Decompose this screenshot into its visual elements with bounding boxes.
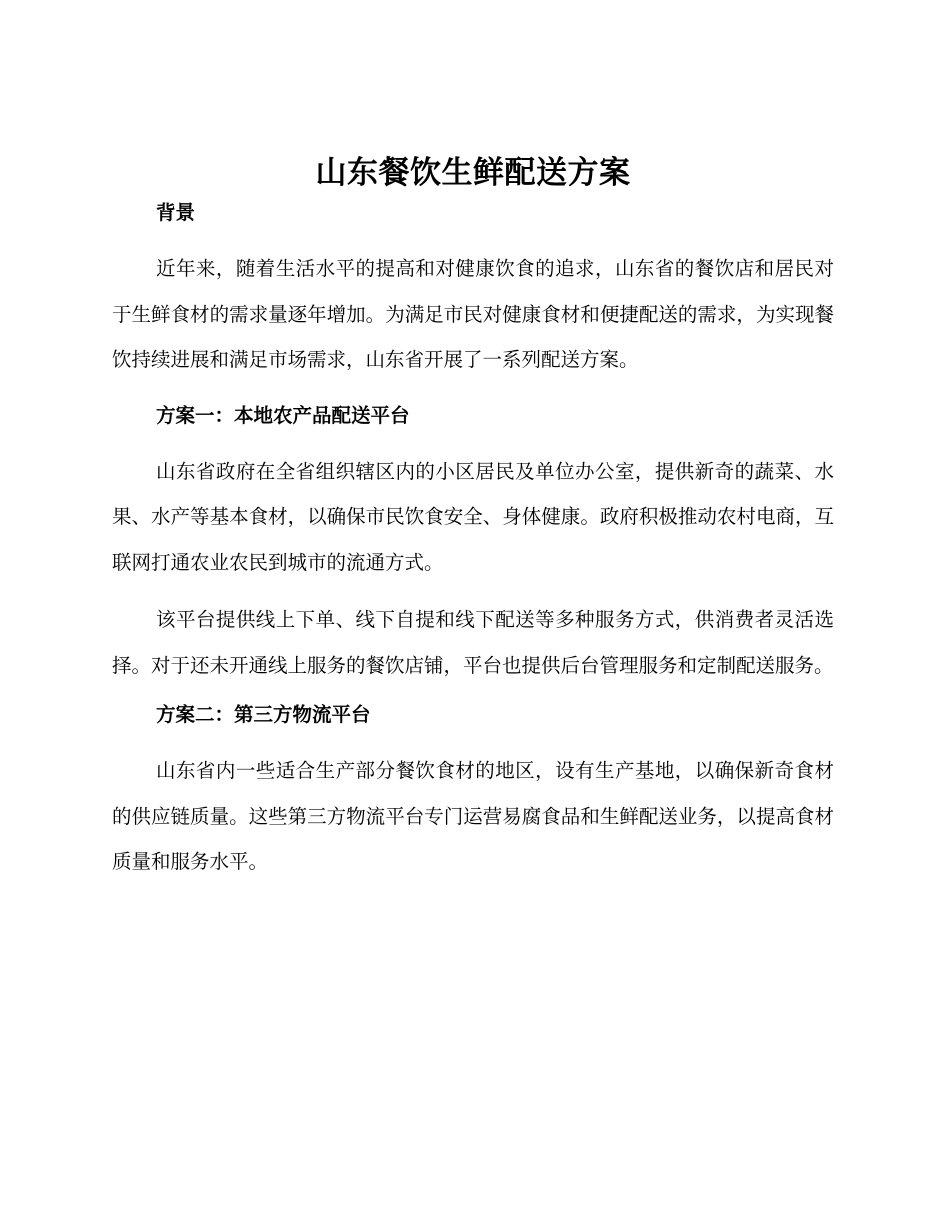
paragraph-background: 近年来，随着生活水平的提高和对健康饮食的追求，山东省的餐饮店和居民对于生鲜食材的需求量逐年增加。为满足市民对健康食材和便捷配送的需求，为实现餐饮持续进展和满足市场需求，山东省开展了一系列配送方案。 (112, 257, 834, 371)
paragraph-plan-two: 山东省内一些适合生产部分餐饮食材的地区，设有生产基地，以确保新奇食材的供应链质量。这些第三方物流平台专门运营易腐食品和生鲜配送业务，以提高食材质量和服务水平。 (112, 759, 834, 873)
paragraph-plan-one-1: 山东省政府在全省组织辖区内的小区居民及单位办公室，提供新奇的蔬菜、水果、水产等基本食材，以确保市民饮食安全、身体健康。政府积极推动农村电商，互联网打通农业农民到城市的流通方式。 (112, 459, 834, 574)
section-plan-one (112, 403, 834, 689)
section-heading-background: 背景 (156, 201, 196, 224)
section-heading-plan-two: 方案二：第三方物流平台 (156, 703, 371, 726)
paragraph-plan-one-2: 该平台提供线上下单、线下自提和线下配送等多种服务方式，供消费者灵活选择。对于还未开通线上服务的餐饮店铺，平台也提供后台管理服务和定制配送服务。 (112, 608, 834, 677)
document-page (112, 150, 834, 885)
section-background (112, 200, 834, 383)
document-title: 山东餐饮生鲜配送方案 (315, 155, 631, 191)
section-heading-plan-one: 方案一：本地农产品配送平台 (156, 403, 410, 427)
section-plan-two (112, 702, 834, 885)
